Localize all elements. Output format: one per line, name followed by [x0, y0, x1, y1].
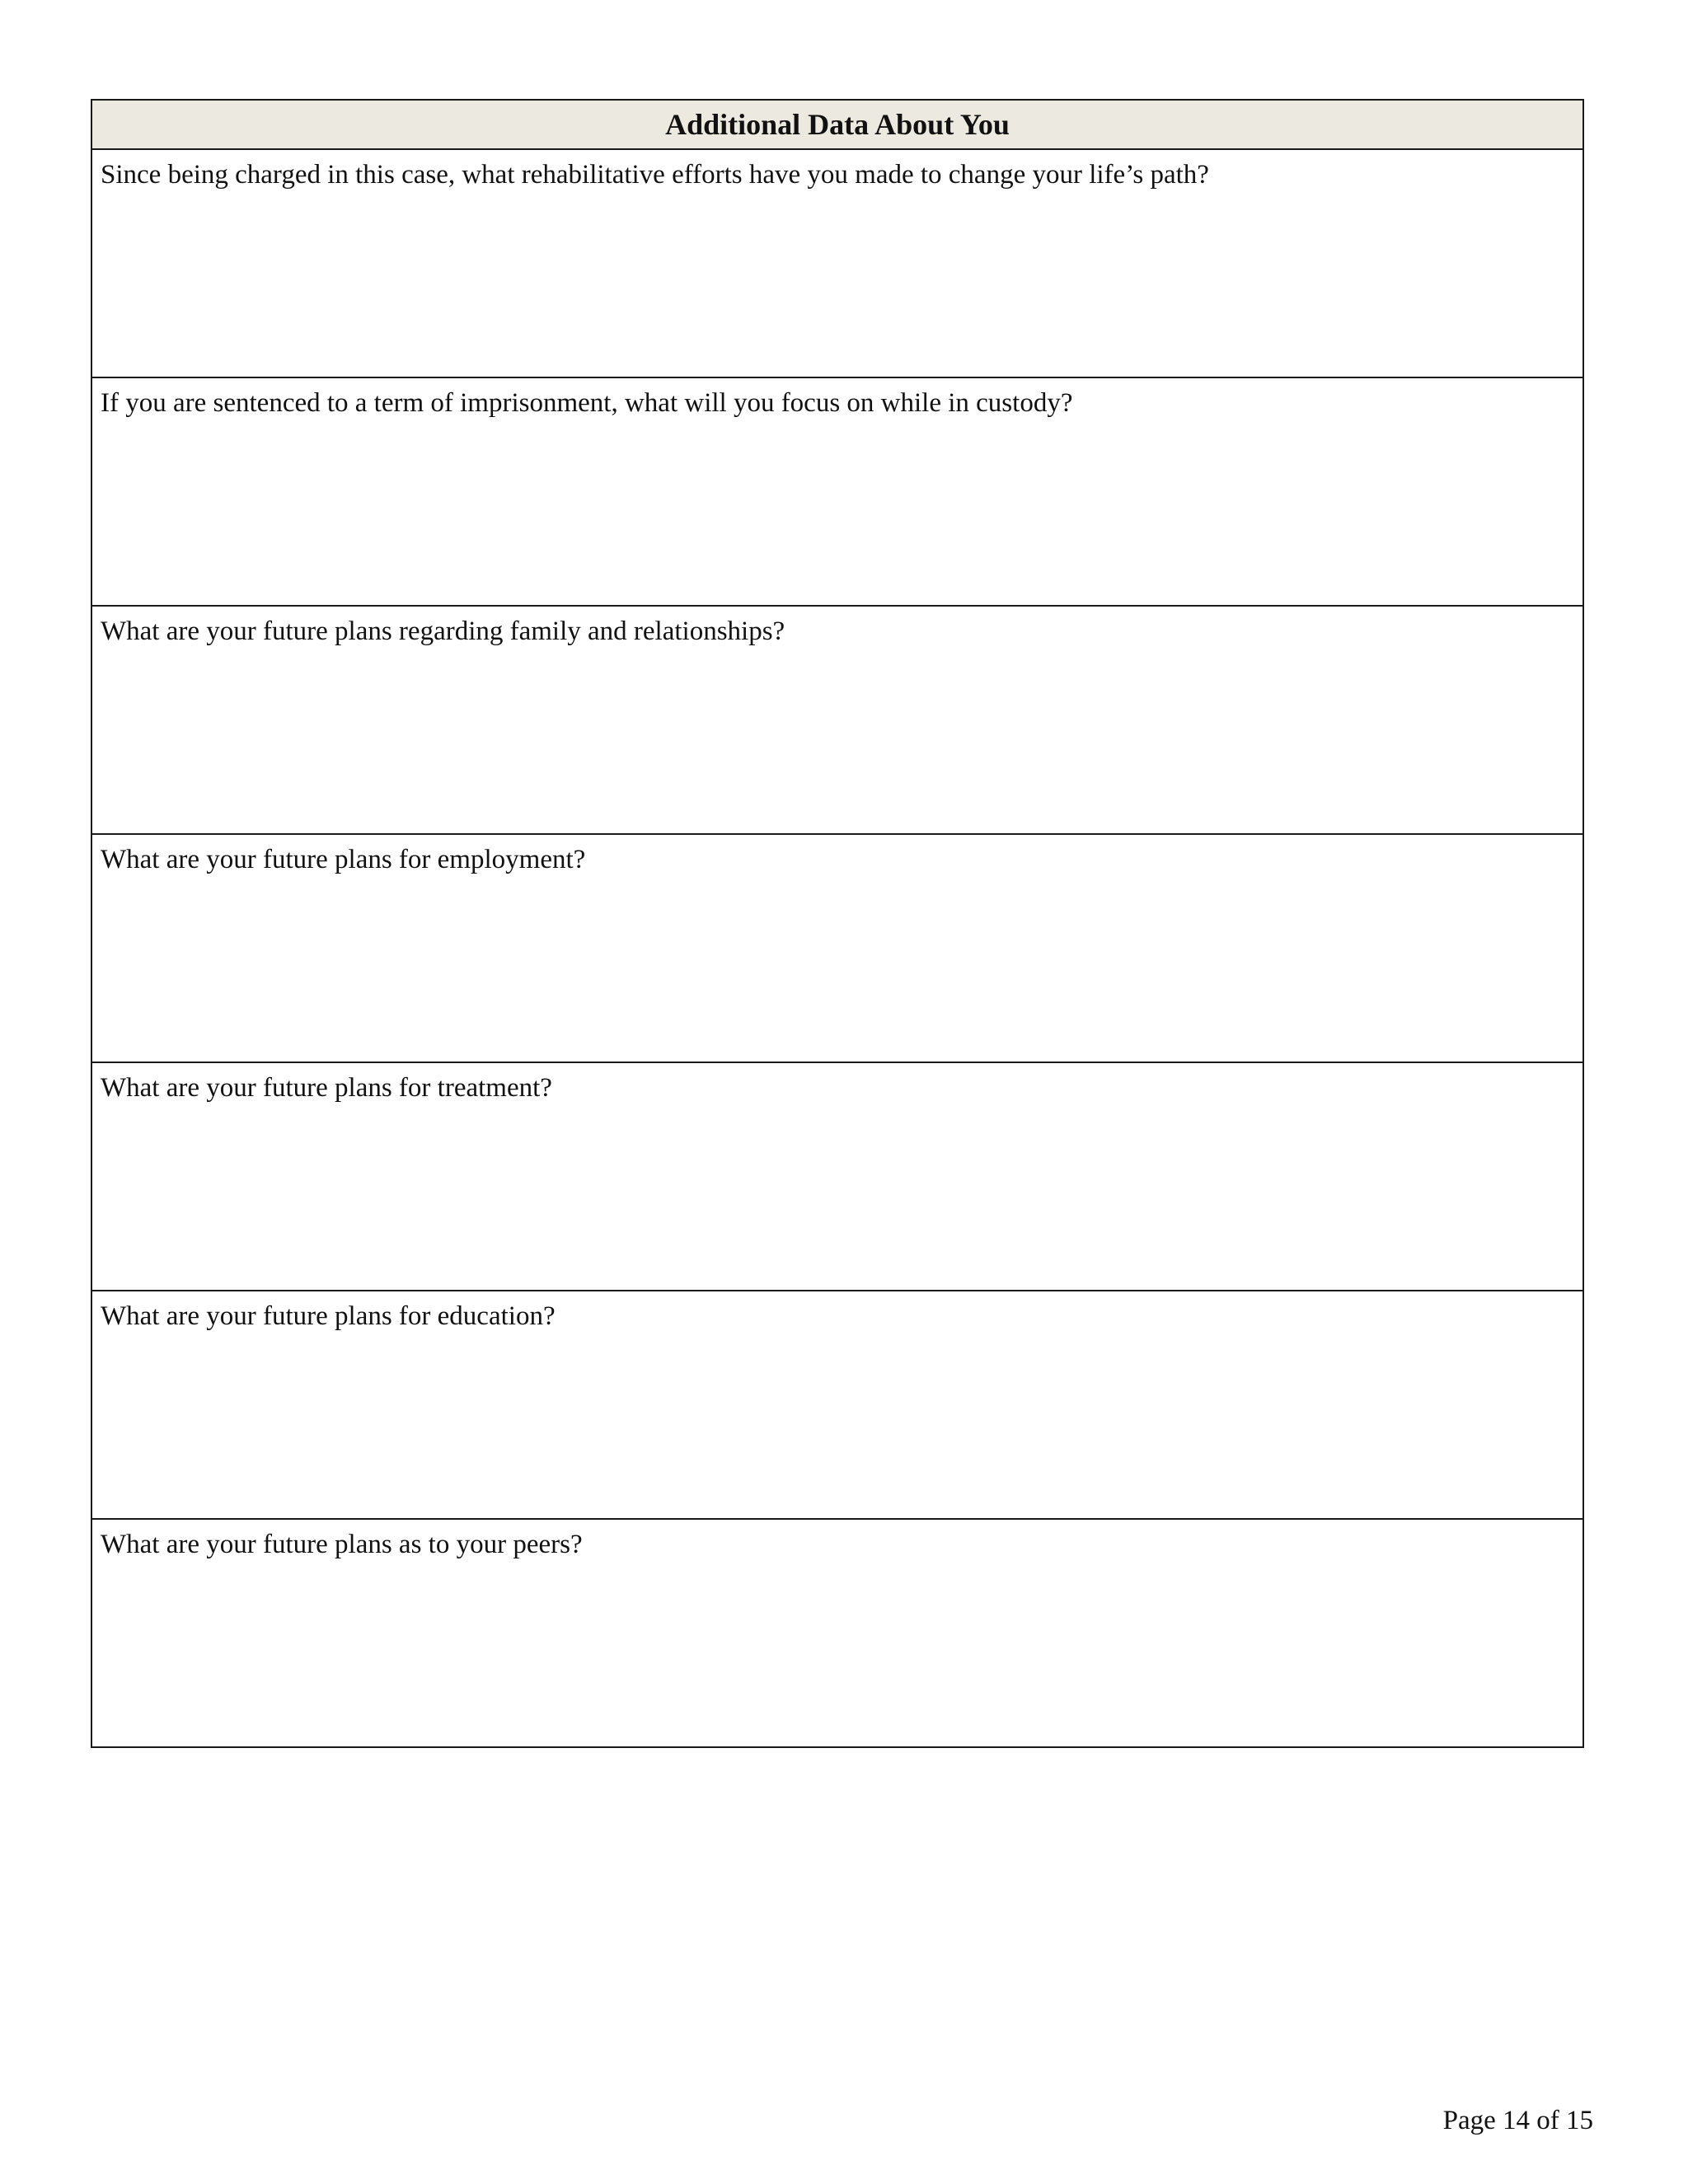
answer-field-rehabilitative-efforts[interactable]: [92, 196, 1582, 377]
answer-field-treatment[interactable]: [92, 1109, 1582, 1290]
question-row-rehabilitative-efforts: [92, 150, 1582, 378]
question-row-custody-focus: [92, 378, 1582, 607]
question-label: What are your future plans for employment?: [101, 845, 586, 874]
answer-field-family-relationships[interactable]: [92, 653, 1582, 833]
page-number: Page 14 of 15: [1442, 2106, 1593, 2135]
answer-field-education[interactable]: [92, 1338, 1582, 1518]
question-row-employment: [92, 835, 1582, 1063]
question-label: What are your future plans for education?: [101, 1301, 556, 1331]
section-title: Additional Data About You: [92, 101, 1582, 150]
question-row-family-relationships: [92, 607, 1582, 835]
question-row-peers: [92, 1520, 1582, 1746]
question-label: What are your future plans as to your peers?: [101, 1530, 583, 1559]
answer-field-employment[interactable]: [92, 881, 1582, 1062]
question-row-treatment: [92, 1063, 1582, 1291]
question-label: What are your future plans for treatment?: [101, 1073, 552, 1103]
answer-field-peers[interactable]: [92, 1566, 1582, 1746]
question-row-education: [92, 1291, 1582, 1520]
question-label: If you are sentenced to a term of imprisonment, what will you focus on while in custody?: [101, 388, 1073, 418]
question-label: Since being charged in this case, what rehabilitative efforts have you made to change your life’s path?: [101, 160, 1209, 190]
question-label: What are your future plans regarding family and relationships?: [101, 616, 785, 646]
answer-field-custody-focus[interactable]: [92, 424, 1582, 605]
additional-data-table: [91, 99, 1584, 1748]
